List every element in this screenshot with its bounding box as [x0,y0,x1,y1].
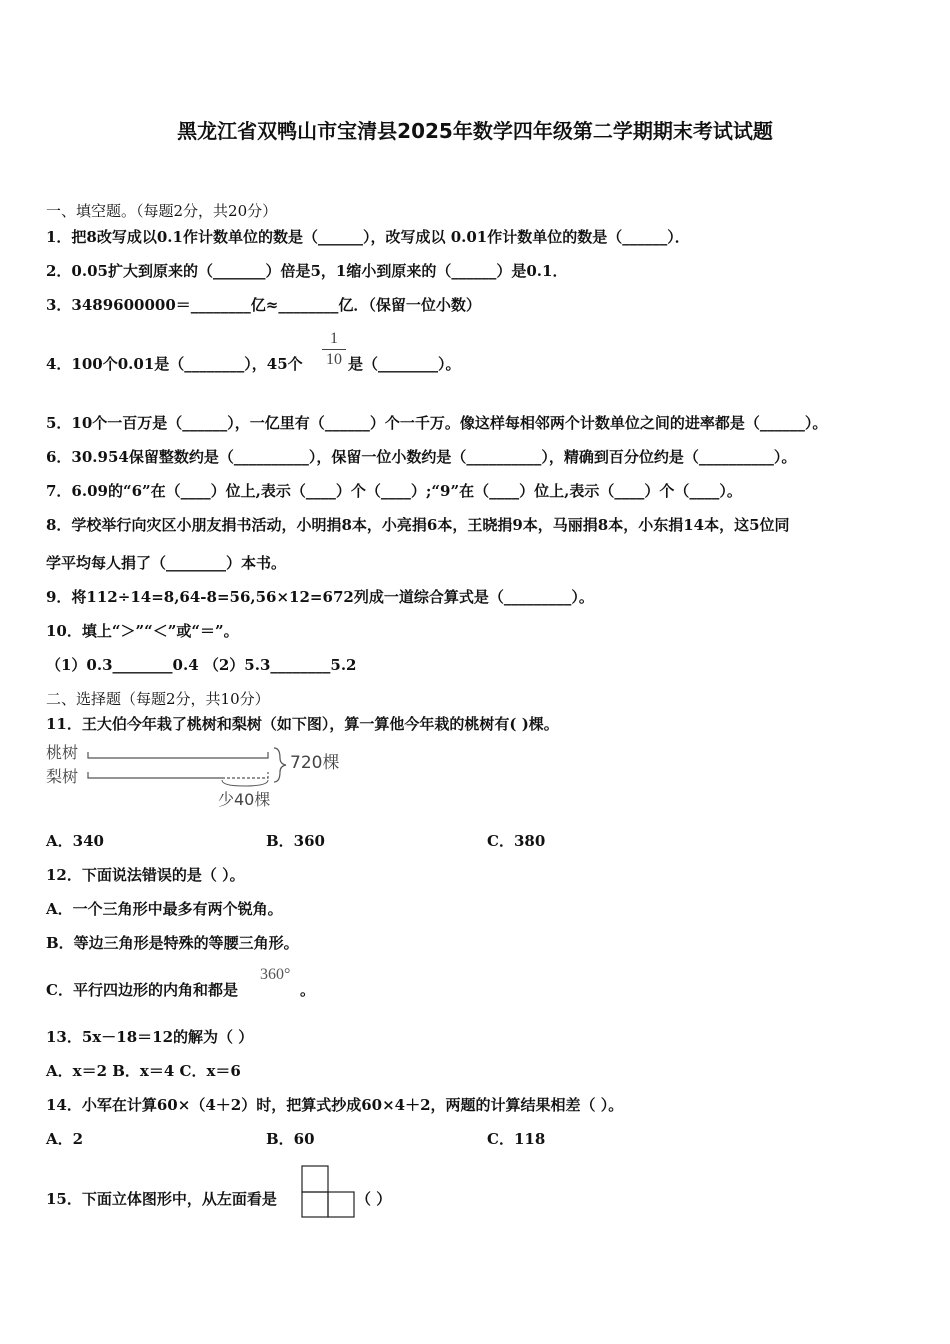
question-10: 10．填上“＞”“＜”或“＝”。 [46,622,239,640]
tree-diagram [44,740,354,812]
difference-dash [222,772,268,778]
question-15-end: （ ） [356,1190,392,1208]
pear-bar [88,772,222,778]
peach-bar [88,752,268,758]
fraction-one-tenth [322,330,346,369]
q11-option-c: C．380 [487,832,546,850]
question-8-line-2: 学平均每人捐了（________）本书。 [46,554,287,572]
fraction-numerator: 1 [330,330,338,347]
difference-brace [222,780,268,786]
section-1-heading: 一、填空题。（每题2分，共20分） [46,202,278,220]
q11-option-a: A．340 [46,832,104,850]
q12-option-c-end: 。 [300,981,316,999]
fraction-denominator: 10 [326,351,342,368]
q11-option-b: B．360 [266,832,325,850]
question-6: 6．30.954保留整数约是（__________），保留一位小数约是（__________），精确到百分位约是（__________）。 [46,448,797,466]
question-1: 1．把8改写成以0.1作计数单位的数是（______），改写成以 0.01作计数单位的数是（______）． [46,228,690,246]
figure-bottom-right-square [328,1192,354,1217]
question-4-part-b: 是（________）。 [348,355,461,373]
question-9: 9．将112÷14=8,64-8=56,56×12=672列成一道综合算式是（_________）。 [46,588,594,606]
q14-option-b: B．60 [266,1130,315,1148]
total-label: 720棵 [290,753,340,773]
question-5: 5．10个一百万是（______），一亿里有（______）个一千万。像这样每相邻两个计数单位之间的进率都是（______）。 [46,414,828,432]
question-11: 11．王大伯今年栽了桃树和梨树（如下图），算一算他今年栽的桃树有( )棵。 [46,715,559,733]
difference-label: 少40棵 [218,790,271,809]
left-view-figure [300,1164,358,1220]
page-title: 黑龙江省双鸭山市宝清县2025年数学四年级第二学期期末考试试题 [177,119,773,143]
fraction-bar [322,349,346,350]
q12-option-c: C．平行四边形的内角和都是 [46,981,238,999]
question-10-parts: （1）0.3________0.4 （2）5.3________5.2 [46,656,357,674]
q14-option-c: C．118 [487,1130,546,1148]
q12-option-a: A．一个三角形中最多有两个锐角。 [46,900,283,918]
question-7: 7．6.09的“6”在（____）位上,表示（____）个（____）;“9”在（____）位上,表示（____）个（____）。 [46,482,742,500]
question-3: 3．3489600000＝________亿≈________亿．（保留一位小数） [46,296,481,314]
question-12: 12．下面说法错误的是（ ）。 [46,866,245,884]
peach-label: 桃树 [46,743,79,762]
q12-option-b: B．等边三角形是特殊的等腰三角形。 [46,934,299,952]
question-15: 15．下面立体图形中，从左面看是 [46,1190,277,1208]
figure-top-square [302,1166,328,1192]
q13-options: A．x＝2 B．x＝4 C．x＝6 [46,1062,241,1080]
question-2: 2．0.05扩大到原来的（_______）倍是5，1缩小到原来的（______）是0.1． [46,262,568,280]
pear-label: 梨树 [46,767,79,786]
q14-option-a: A．2 [46,1130,84,1148]
section-2-heading: 二、选择题（每题2分，共10分） [46,690,270,708]
question-4-part-a: 4．100个0.01是（________），45个 [46,355,303,373]
question-14: 14．小军在计算60×（4＋2）时，把算式抄成60×4＋2，两题的计算结果相差（ ）。 [46,1096,624,1114]
total-brace [274,748,286,782]
figure-bottom-left-square [302,1192,328,1217]
question-8-line-1: 8．学校举行向灾区小朋友捐书活动，小明捐8本，小亮捐6本，王晓捐9本，马丽捐8本，小东捐14本，这5位同 [46,516,790,534]
question-13: 13．5x－18＝12的解为（ ） [46,1028,254,1046]
q12-angle-value: 360° [260,966,291,983]
